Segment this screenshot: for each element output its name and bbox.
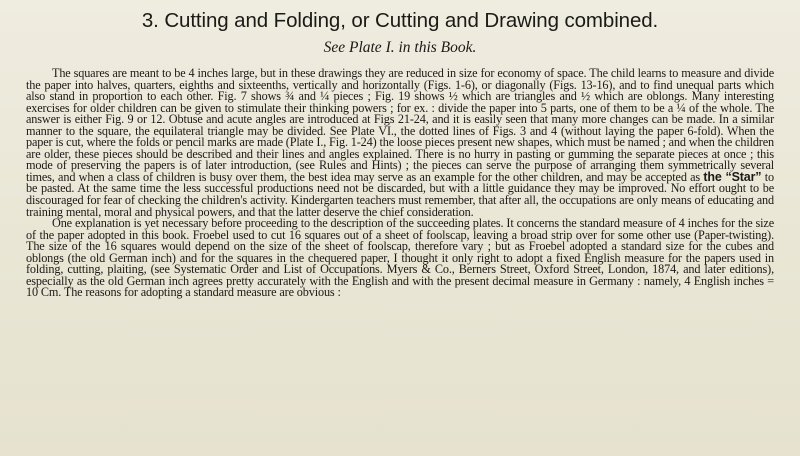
- plate-reference: See Plate I. in this Book.: [323, 39, 477, 56]
- star-phrase: the “Star”: [703, 169, 762, 184]
- paragraph-1-text-b: to be pasted. At the same time the less successful productions need not be discarded, but with a little guidance they may be improved. No effort ought to be discouraged for fear of checking the children's activity. Kindergarten teachers must remember, that after all, the occupations are only means of educating and training mental, moral and physical powers, and that the latter deserve the chief consideration.: [26, 169, 774, 219]
- body-text: [26, 68, 774, 299]
- section-heading: 3. Cutting and Folding, or Cutting and Drawing combined.: [141, 9, 659, 32]
- paragraph-2: One explanation is yet necessary before proceeding to the description of the succeeding plates. It concerns the standard measure of 4 inches for the size of the paper adopted in this book. Froebel used to cut 16 squares out of a sheet of foolscap, leaving a broad strip over for some other use (Paper-twisting). The size of the 16 squares would depend on the size of the sheet of foolscap, therefore vary ; but as Froebel adopted a standard size for the cubes and oblongs (the old German inch) and for the squares in the chequered paper, I thought it only right to adopt a fixed English measure for the papers used in folding, cutting, plaiting, (see Systematic Order and List of Occupations. Myers & Co., Berners Street, Oxford Street, London, 1874, and later editions), especially as the old German inch agrees pretty accurately with the English and with the present decimal measure in Germany : namely, 4 English inches = 10 Cm. The reasons for adopting a standard measure are obvious :: [26, 216, 774, 300]
- paragraph-1-text-a: The squares are meant to be 4 inches large, but in these drawings they are reduced in size for economy of space. The child learns to measure and divide the paper into halves, quarters, eighths and sixteenths, vertically and horizontally (Figs. 1-6), or diagonally (Figs. 13-16), and to find unequal parts which also stand in proportion to each other. Fig. 7 shows ¾ and ¼ pieces ; Fig. 19 shows ½ which are triangles and ½ which are oblongs. Many interesting exercises for older children can be given to stimulate their thinking powers ; for ex. : divide the paper into 5 parts, one of them to be a ¼ of the whole. The answer is either Fig. 9 or 12. Obtuse and acute angles are introduced at Figs 21-24, and it is easily seen that many more changes can be made. In a similar manner to the square, the equilateral triangle may be divided. See Plate VI., the dotted lines of Figs. 3 and 4 (without laying the paper 6-fold). When the paper is cut, where the folds or pencil marks are made (Plate I., Fig. 1-24) the loose pieces present new shapes, which must be named ; and when the children are older, these pieces should be described and their lines and angles explained. There is no hurry in pasting or gumming the separate pieces at once ; this mode of preserving the papers is of later introduction, (see Rules and Hints) ; the pieces can serve the purpose of arranging them symmetrically several times, and when a class of children is busy over them, the best idea may serve as an example for the other children, and may be accepted as: [26, 66, 774, 184]
- paragraph-1: [26, 68, 774, 218]
